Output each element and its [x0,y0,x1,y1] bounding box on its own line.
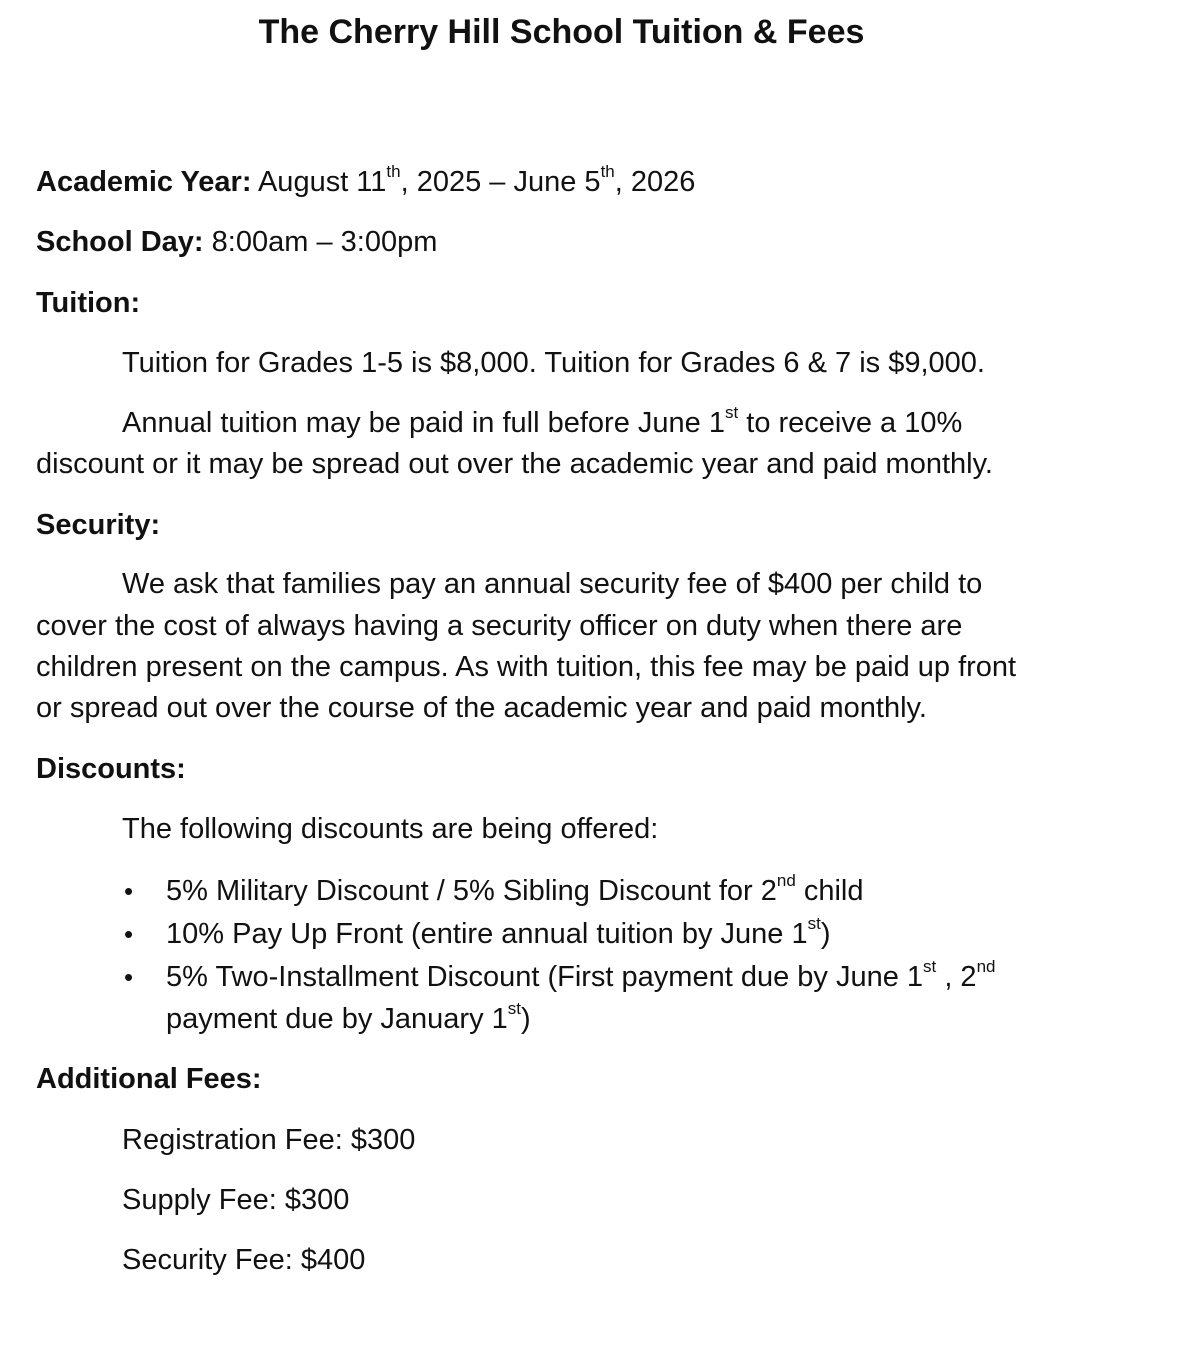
academic-year-start: August 11 [257,166,387,198]
discount-item-1 [166,870,863,912]
discount-item-3-line-2-text-a: payment due by January 1 [166,1003,508,1035]
fee-item-supply: Supply Fee: $300 [122,1184,350,1216]
discount-item-3-line-1 [166,956,996,998]
tuition-paragraph-1: Tuition for Grades 1-5 is $8,000. Tuition for Grades 6 & 7 is $9,000. [122,347,985,379]
tuition-paragraph-2-line-2: discount or it may be spread out over the academic year and paid monthly. [36,448,993,480]
discount-item-2-text-b: ) [820,918,831,950]
academic-year-label: Academic Year: [36,166,252,198]
discount-item-3-suffix-2: nd [976,957,996,977]
tuition-heading: Tuition: [36,287,141,319]
fee-item-security: Security Fee: $400 [122,1244,366,1276]
bullet-icon: • [124,962,134,992]
discount-item-1-text-a: 5% Military Discount / 5% Sibling Discount for 2 [166,875,777,907]
security-line-4: or spread out over the course of the academic year and paid monthly. [36,692,927,724]
security-line-1: We ask that families pay an annual security fee of $400 per child to [122,568,983,600]
tuition-p2-suffix: st [724,403,739,423]
discount-item-3-text-b: , 2 [936,961,977,993]
security-line-3: children present on the campus. As with tuition, this fee may be paid up front [36,651,1017,683]
security-line-2: cover the cost of always having a security officer on duty when there are [36,610,963,642]
discounts-heading: Discounts: [36,753,186,785]
discount-item-1-text-b: child [795,875,864,907]
discount-item-3-text-a: 5% Two-Installment Discount (First payment due by June 1 [166,961,924,993]
academic-year-middle: , 2025 – June 5 [400,166,601,198]
discount-item-3-line-2 [166,998,531,1040]
academic-year-line [36,161,695,203]
fee-item-registration: Registration Fee: $300 [122,1124,416,1156]
discount-item-2 [166,913,831,955]
tuition-p2-text-a: Annual tuition may be paid in full before June 1 [122,407,725,439]
tuition-p2-text-b: to receive a 10% [738,407,963,439]
bullet-icon: • [124,876,134,906]
tuition-paragraph-2-line-1 [122,402,962,444]
school-day-line [36,221,437,263]
discount-item-3-suffix-1: st [923,957,937,977]
discount-item-3-line-2-suffix: st [507,999,522,1019]
academic-year-end: , 2026 [614,166,696,198]
security-heading: Security: [36,509,161,541]
bullet-icon: • [124,919,134,949]
academic-year-start-suffix: th [386,162,401,182]
additional-fees-heading: Additional Fees: [36,1063,262,1095]
discounts-intro: The following discounts are being offered: [122,813,659,845]
school-day-value: 8:00am – 3:00pm [211,226,438,258]
school-day-label: School Day: [36,226,204,258]
academic-year-end-suffix: th [600,162,615,182]
discount-item-1-suffix: nd [776,871,796,891]
discount-item-3-line-2-text-b: ) [521,1003,531,1035]
discount-item-2-text-a: 10% Pay Up Front (entire annual tuition by June 1 [166,918,808,950]
discount-item-2-suffix: st [807,914,821,934]
document-title: The Cherry Hill School Tuition & Fees [258,13,865,51]
